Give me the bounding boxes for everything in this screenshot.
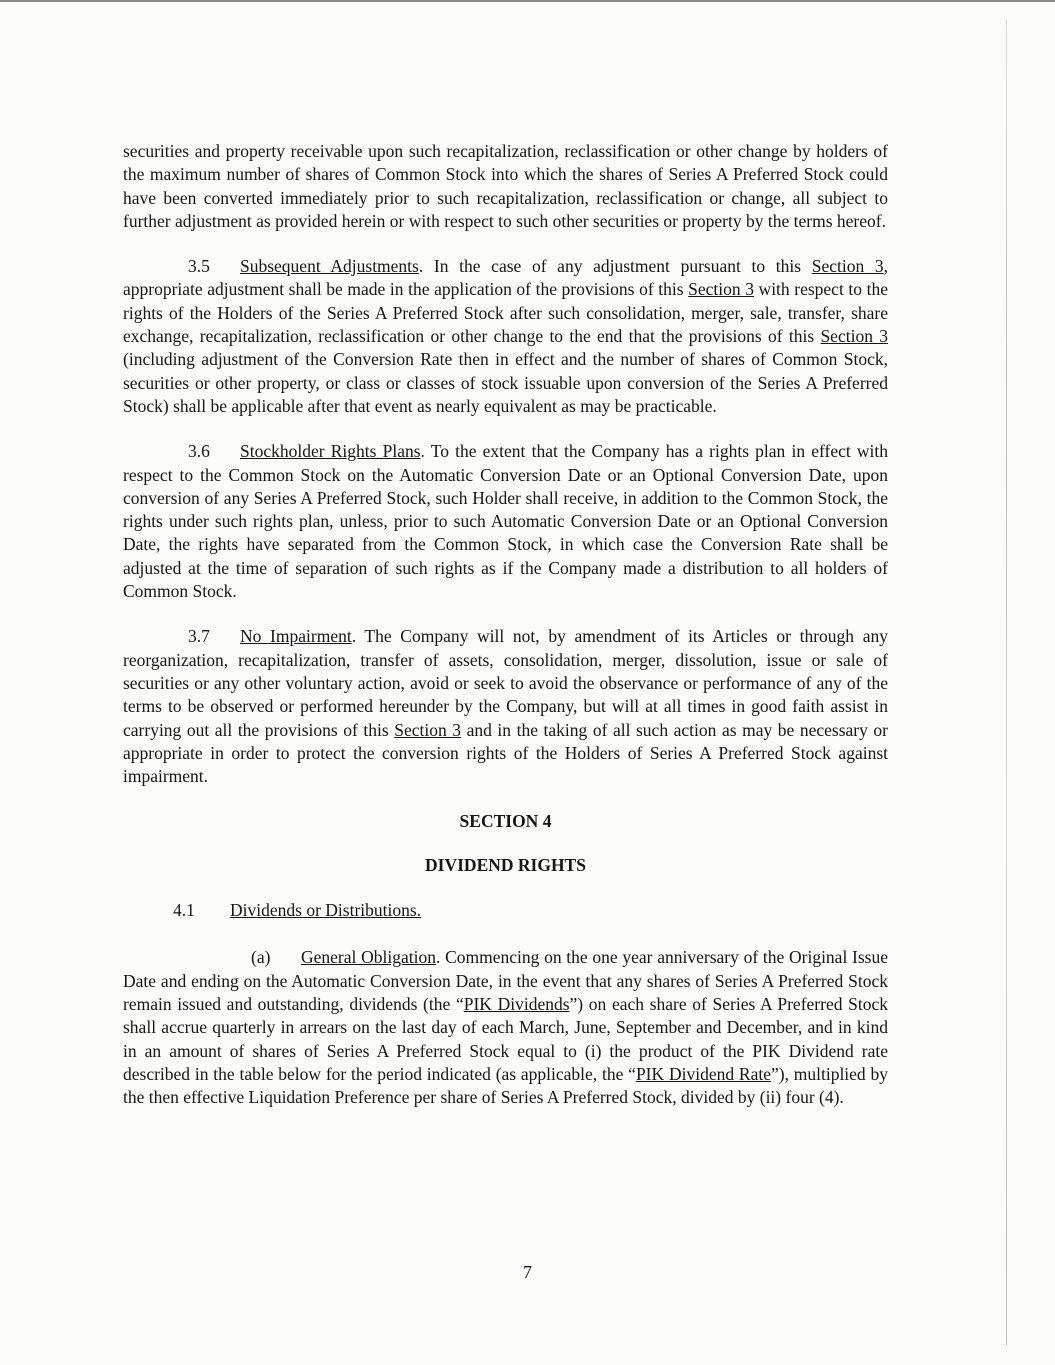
section-4-heading: SECTION 4 xyxy=(459,811,552,832)
section-3-5: 3.5 Subsequent Adjustments. In the case of any adjustment pursuant to this Section 3, appropriate adjustment shall be made in the application of the provisions of this Section 3 with respect to the rights of the Holders of the Series A Preferred Stock after such consolidation, merger, sale, transfer, share exchange, recapitalization, reclassification or other change to the end that the provisions of this Section 3 (including adjustment of the Conversion Rate then in effect and the number of shares of Common Stock, securities or other property, or class or classes of stock issuable upon conversion of the Series A Preferred Stock) shall be applicable after that event as nearly equivalent as may be practicable. xyxy=(123,256,888,416)
scan-right-edge xyxy=(1006,20,1007,1345)
section-4-1-number: 4.1 xyxy=(173,900,195,921)
section-3-reference: Section 3 xyxy=(688,279,754,300)
section-3-reference: Section 3 xyxy=(394,719,462,740)
section-4-title: DIVIDEND RIGHTS xyxy=(425,854,586,875)
section-3-5-title: Subsequent Adjustments xyxy=(240,256,419,277)
section-4-1-a: (a) General Obligation. Commencing on the one year anniversary of the Original Issue Date and ending on the Automatic Conversion Date, in the event that any shares of Series A Preferred Stock remain issued and outstanding, dividends (the “PIK Dividends”) on each share of Series A Preferred Stock shall accrue quarterly in arrears on the last day of each March, June, September and December, and in kind in an amount of shares of Series A Preferred Stock equal to (i) the product of the PIK Dividend rate described in the table below for the period indicated (as applicable, the “PIK Dividend Rate”), multiplied by the then effective Liquidation Preference per share of Series A Preferred Stock, divided by (ii) four (4). xyxy=(123,947,888,1108)
section-4-1-title: Dividends or Distributions. xyxy=(230,900,422,921)
section-4-1-a-title: General Obligation xyxy=(301,947,436,968)
section-4-1 xyxy=(173,899,888,922)
section-3-7-title: No Impairment xyxy=(240,626,352,647)
section-3-6-title: Stockholder Rights Plans xyxy=(240,441,421,462)
scan-top-edge xyxy=(0,0,1055,2)
document-page xyxy=(123,140,888,1131)
section-3-reference: Section 3 xyxy=(820,326,888,347)
section-3-6-number: 3.6 xyxy=(188,441,210,462)
section-4-1-a-number: (a) xyxy=(251,947,271,968)
section-3-7: 3.7 No Impairment. The Company will not, by amendment of its Articles or through any reorganization, recapitalization, transfer of assets, consolidation, merger, dissolution, issue or sale of securities or any other voluntary action, avoid or seek to avoid the observance or performance of any of the terms to be observed or performed hereunder by the Company, but will at all times in good faith assist in carrying out all the provisions of this Section 3 and in the taking of all such action as may be necessary or appropriate in order to protect the conversion rights of the Holders of Series A Preferred Stock against impairment. xyxy=(123,626,888,787)
defined-term-pik-dividend-rate: PIK Dividend Rate xyxy=(635,1063,771,1084)
section-3-reference: Section 3 xyxy=(811,256,884,277)
defined-term-pik-dividends: PIK Dividends xyxy=(463,993,570,1014)
section-3-5-number: 3.5 xyxy=(188,256,210,277)
section-3-6: 3.6 Stockholder Rights Plans. To the extent that the Company has a rights plan in effect with respect to the Common Stock on the Automatic Conversion Date or an Optional Conversion Date, upon conversion of any Series A Preferred Stock, such Holder shall receive, in addition to the Common Stock, the rights under such rights plan, unless, prior to such Automatic Conversion Date or an Optional Conversion Date, the rights have separated from the Common Stock, in which case the Conversion Rate shall be adjusted at the time of separation of such rights as if the Company made a distribution to all holders of Common Stock. xyxy=(123,441,889,602)
page-number: 7 xyxy=(523,1262,532,1282)
section-3-7-number: 3.7 xyxy=(188,626,210,647)
continued-paragraph: securities and property receivable upon such recapitalization, reclassification or other change by holders of the maximum number of shares of Common Stock into which the shares of Series A Preferred Stock could have been converted immediately prior to such recapitalization, reclassification or change, all subject to further adjustment as provided herein or with respect to such other securities or property by the terms hereof. xyxy=(123,141,888,231)
